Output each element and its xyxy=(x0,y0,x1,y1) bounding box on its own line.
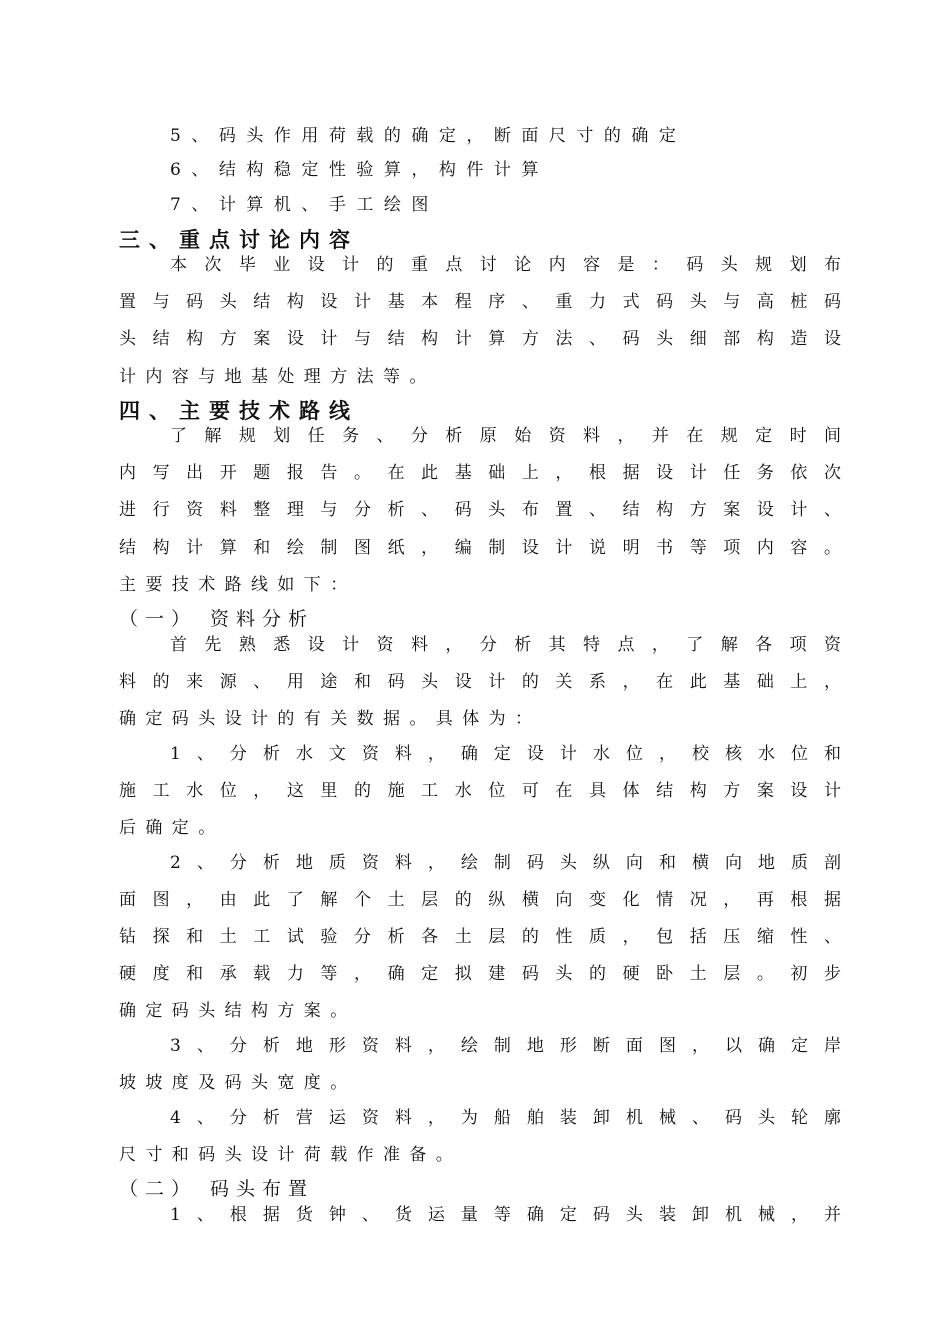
paragraph-line: 本次毕业设计的重点讨论内容是：码头规划布 xyxy=(170,255,841,275)
paragraph-line: 1、根据货钟、货运量等确定码头装卸机械，并 xyxy=(170,1205,841,1225)
paragraph-line: 1、分析水文资料，确定设计水位，校核水位和 xyxy=(170,744,841,764)
section-heading-3: 三、重点讨论内容 xyxy=(119,228,359,252)
paragraph-line: 4、分析营运资料，为船舶装卸机械、码头轮廓 xyxy=(170,1108,841,1128)
paragraph-line: 了解规划任务、分析原始资料，并在规定时间 xyxy=(170,426,841,446)
paragraph-line: 计内容与地基处理方法等。 xyxy=(119,367,436,387)
paragraph-line: 确定码头结构方案。 xyxy=(119,1001,357,1021)
paragraph-line: 头结构方案设计与结构计算方法、码头细部构造设 xyxy=(119,329,841,349)
list-item-6: 6、结构稳定性验算，构件计算 xyxy=(170,160,549,180)
paragraph-line: 硬度和承载力等，确定拟建码头的硬卧土层。初步 xyxy=(119,964,841,984)
subsection-heading-2: （二） 码头布置 xyxy=(119,1178,315,1200)
paragraph-line: 面图，由此了解个土层的纵横向变化情况，再根据 xyxy=(119,890,841,910)
paragraph-line: 3、分析地形资料，绘制地形断面图，以确定岸 xyxy=(170,1036,841,1056)
paragraph-line: 坡坡度及码头宽度。 xyxy=(119,1073,357,1093)
paragraph-line: 料的来源、用途和码头设计的关系，在此基础上， xyxy=(119,672,841,692)
paragraph-line: 进行资料整理与分析、码头布置、结构方案设计、 xyxy=(119,500,841,520)
paragraph-line: 结构计算和绘制图纸，编制设计说明书等项内容。 xyxy=(119,538,841,558)
paragraph-line: 确定码头设计的有关数据。具体为： xyxy=(119,709,542,729)
paragraph-line: 施工水位，这里的施工水位可在具体结构方案设计 xyxy=(119,781,841,801)
paragraph-line: 钻探和土工试验分析各土层的性质，包括压缩性、 xyxy=(119,927,841,947)
paragraph-line: 尺寸和码头设计荷载作准备。 xyxy=(119,1145,463,1165)
paragraph-line: 置与码头结构设计基本程序、重力式码头与高桩码 xyxy=(119,292,841,312)
paragraph-line: 首先熟悉设计资料，分析其特点，了解各项资 xyxy=(170,635,841,655)
subsection-heading-1: （一） 资料分析 xyxy=(119,608,315,630)
paragraph-line: 后确定。 xyxy=(119,818,225,838)
section-heading-4: 四、主要技术路线 xyxy=(119,399,359,423)
paragraph-line: 2、分析地质资料，绘制码头纵向和横向地质剖 xyxy=(170,853,841,873)
paragraph-line: 主要技术路线如下： xyxy=(119,575,357,595)
list-item-7: 7、计算机、手工绘图 xyxy=(170,195,439,215)
list-item-5: 5、码头作用荷载的确定，断面尺寸的确定 xyxy=(170,126,687,146)
paragraph-line: 内写出开题报告。在此基础上，根据设计任务依次 xyxy=(119,463,841,483)
